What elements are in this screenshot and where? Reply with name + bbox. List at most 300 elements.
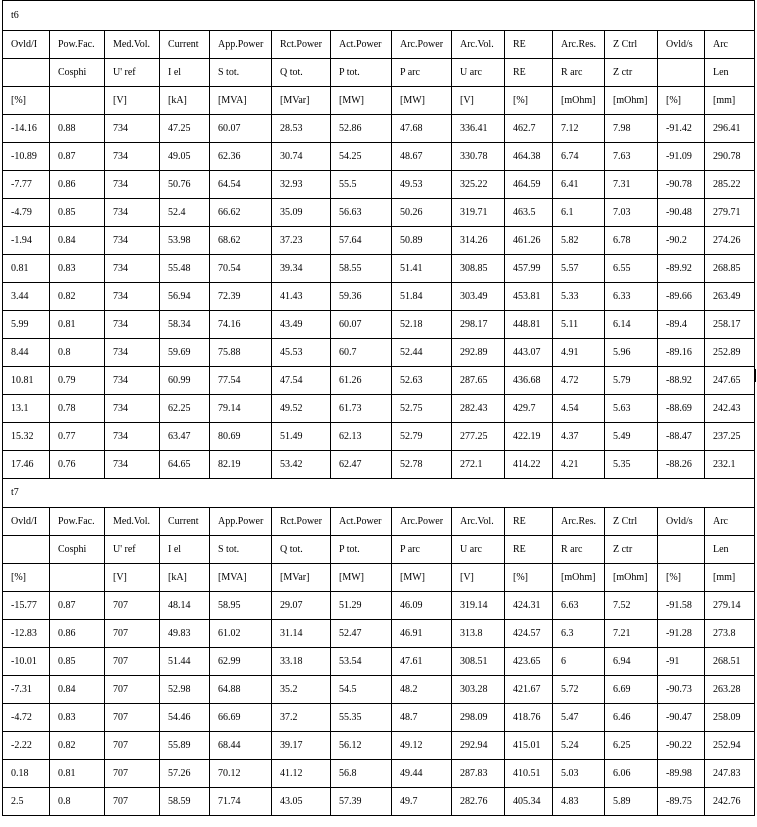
table-cell: 298.09 <box>452 704 505 732</box>
table-cell: 296.41 <box>705 115 755 143</box>
table-cell: 5.63 <box>605 395 658 423</box>
table-cell: 5.89 <box>605 788 658 816</box>
column-header: P arc <box>392 536 452 564</box>
table-row <box>3 760 755 788</box>
table-cell: 57.64 <box>331 227 392 255</box>
table-cell: 0.76 <box>50 451 105 479</box>
table-cell: 464.59 <box>505 171 553 199</box>
column-header: Med.Vol. <box>105 31 160 59</box>
table-cell: 33.18 <box>272 648 331 676</box>
table-cell: 52.18 <box>392 311 452 339</box>
table-cell: 55.89 <box>160 732 210 760</box>
table-cell: 734 <box>105 339 160 367</box>
table-cell: 6 <box>553 648 605 676</box>
table-cell: 6.1 <box>553 199 605 227</box>
table-cell: 414.22 <box>505 451 553 479</box>
table-cell: 0.78 <box>50 395 105 423</box>
table-cell: 53.54 <box>331 648 392 676</box>
table-cell: 325.22 <box>452 171 505 199</box>
table-cell: -90.78 <box>658 171 705 199</box>
table-cell: 0.83 <box>50 255 105 283</box>
table-cell: 47.61 <box>392 648 452 676</box>
table-cell: 13.1 <box>3 395 50 423</box>
table-cell: 4.21 <box>553 451 605 479</box>
table-cell: 71.74 <box>210 788 272 816</box>
table-row <box>3 451 755 479</box>
column-header: [MW] <box>392 87 452 115</box>
table-cell: 405.34 <box>505 788 553 816</box>
table-cell: -89.98 <box>658 760 705 788</box>
table-cell: 47.68 <box>392 115 452 143</box>
table-cell: 3.44 <box>3 283 50 311</box>
column-header: [V] <box>105 87 160 115</box>
column-header: P arc <box>392 59 452 87</box>
table-cell: 292.89 <box>452 339 505 367</box>
table-cell: 57.39 <box>331 788 392 816</box>
column-header: [kA] <box>160 87 210 115</box>
table-cell: 0.84 <box>50 676 105 704</box>
table-cell: 35.2 <box>272 676 331 704</box>
table-cell: 52.75 <box>392 395 452 423</box>
table-cell: 7.03 <box>605 199 658 227</box>
table-cell: 453.81 <box>505 283 553 311</box>
column-header: Z ctr <box>605 59 658 87</box>
table-cell: 52.86 <box>331 115 392 143</box>
table-cell: 287.83 <box>452 760 505 788</box>
table-cell: 6.63 <box>553 592 605 620</box>
table-cell: 734 <box>105 255 160 283</box>
table-cell: 35.09 <box>272 199 331 227</box>
table-cell: 252.89 <box>705 339 755 367</box>
column-header: Current <box>160 508 210 536</box>
table-cell: 0.86 <box>50 171 105 199</box>
table-cell: 298.17 <box>452 311 505 339</box>
table-cell: 457.99 <box>505 255 553 283</box>
table-cell: 32.93 <box>272 171 331 199</box>
table-cell: 39.17 <box>272 732 331 760</box>
column-header: I el <box>160 536 210 564</box>
column-header: [kA] <box>160 564 210 592</box>
table-cell: -89.66 <box>658 283 705 311</box>
table-cell: 60.07 <box>210 115 272 143</box>
table-cell: 41.43 <box>272 283 331 311</box>
column-header: Ovld/s <box>658 31 705 59</box>
column-header: App.Power <box>210 31 272 59</box>
column-header: [%] <box>505 87 553 115</box>
column-header: [%] <box>658 564 705 592</box>
table-cell: -88.26 <box>658 451 705 479</box>
header-row <box>3 87 755 115</box>
column-header: [MW] <box>331 87 392 115</box>
table-cell: 4.91 <box>553 339 605 367</box>
table-cell: 37.23 <box>272 227 331 255</box>
column-header: [MVA] <box>210 87 272 115</box>
table-row <box>3 199 755 227</box>
table-cell: 279.14 <box>705 592 755 620</box>
table-cell: 68.62 <box>210 227 272 255</box>
table-row <box>3 255 755 283</box>
column-header: Arc.Vol. <box>452 31 505 59</box>
table-cell: 62.36 <box>210 143 272 171</box>
table-cell: 49.05 <box>160 143 210 171</box>
table-cell: 237.25 <box>705 423 755 451</box>
table-cell: 424.31 <box>505 592 553 620</box>
table-row <box>3 227 755 255</box>
table-cell: 4.83 <box>553 788 605 816</box>
table-row <box>3 171 755 199</box>
table-cell: 308.51 <box>452 648 505 676</box>
column-header: Ovld/I <box>3 31 50 59</box>
table-cell: 64.88 <box>210 676 272 704</box>
column-header: I el <box>160 59 210 87</box>
table-cell: 54.25 <box>331 143 392 171</box>
column-header: [MW] <box>392 564 452 592</box>
column-header: S tot. <box>210 59 272 87</box>
table-cell: 62.99 <box>210 648 272 676</box>
table-cell: 6.3 <box>553 620 605 648</box>
section-title-row <box>3 479 755 508</box>
table-row <box>3 620 755 648</box>
table-cell: 43.49 <box>272 311 331 339</box>
table-cell: 31.14 <box>272 620 331 648</box>
column-header: P tot. <box>331 536 392 564</box>
table-cell: 0.88 <box>50 115 105 143</box>
table-cell: 462.7 <box>505 115 553 143</box>
column-header: Ovld/I <box>3 508 50 536</box>
table-cell: -4.79 <box>3 199 50 227</box>
table-cell: 46.91 <box>392 620 452 648</box>
table-row <box>3 395 755 423</box>
table-cell: 5.03 <box>553 760 605 788</box>
table-cell: 6.25 <box>605 732 658 760</box>
section-title: t7 <box>3 479 755 508</box>
column-header: Current <box>160 31 210 59</box>
table-cell: 56.63 <box>331 199 392 227</box>
table-cell: 41.12 <box>272 760 331 788</box>
table-cell: 308.85 <box>452 255 505 283</box>
table-cell: 436.68 <box>505 367 553 395</box>
table-cell: 0.87 <box>50 143 105 171</box>
column-header <box>658 536 705 564</box>
table-cell: -91.09 <box>658 143 705 171</box>
table-cell: 62.47 <box>331 451 392 479</box>
table-cell: 17.46 <box>3 451 50 479</box>
table-cell: 7.31 <box>605 171 658 199</box>
table-cell: 56.12 <box>331 732 392 760</box>
table-cell: 68.44 <box>210 732 272 760</box>
table-cell: 51.44 <box>160 648 210 676</box>
table-cell: 60.99 <box>160 367 210 395</box>
table-cell: 39.34 <box>272 255 331 283</box>
column-header: [mm] <box>705 87 755 115</box>
table-cell: 0.81 <box>50 311 105 339</box>
column-header: Q tot. <box>272 536 331 564</box>
table-cell: 242.76 <box>705 788 755 816</box>
table-row <box>3 676 755 704</box>
column-header: Arc <box>705 508 755 536</box>
table-cell: 6.78 <box>605 227 658 255</box>
table-cell: 49.12 <box>392 732 452 760</box>
table-cell: 10.81 <box>3 367 50 395</box>
table-cell: -90.22 <box>658 732 705 760</box>
table-cell: 58.95 <box>210 592 272 620</box>
table-cell: 53.98 <box>160 227 210 255</box>
table-cell: -88.92 <box>658 367 705 395</box>
column-header: Rct.Power <box>272 508 331 536</box>
table-cell: 62.13 <box>331 423 392 451</box>
table-cell: -88.69 <box>658 395 705 423</box>
column-header: Cosphi <box>50 59 105 87</box>
table-cell: 7.98 <box>605 115 658 143</box>
column-header: R arc <box>553 536 605 564</box>
table-cell: 463.5 <box>505 199 553 227</box>
table-cell: 448.81 <box>505 311 553 339</box>
table-row <box>3 704 755 732</box>
table-cell: -10.89 <box>3 143 50 171</box>
table-cell: 53.42 <box>272 451 331 479</box>
table-cell: -14.16 <box>3 115 50 143</box>
table-cell: 75.88 <box>210 339 272 367</box>
column-header: Arc <box>705 31 755 59</box>
column-header <box>50 564 105 592</box>
table-cell: 58.55 <box>331 255 392 283</box>
table-cell: 51.49 <box>272 423 331 451</box>
table-row <box>3 143 755 171</box>
table-cell: 47.54 <box>272 367 331 395</box>
table-cell: 52.4 <box>160 199 210 227</box>
table-cell: 734 <box>105 171 160 199</box>
table-cell: 5.79 <box>605 367 658 395</box>
table-cell: -90.2 <box>658 227 705 255</box>
table-cell: 5.24 <box>553 732 605 760</box>
table-cell: 707 <box>105 788 160 816</box>
table-cell: 734 <box>105 367 160 395</box>
table-cell: 6.69 <box>605 676 658 704</box>
column-header: Len <box>705 59 755 87</box>
table-cell: 4.72 <box>553 367 605 395</box>
table-row <box>3 423 755 451</box>
table-row <box>3 339 755 367</box>
table-cell: 734 <box>105 227 160 255</box>
table-cell: 59.36 <box>331 283 392 311</box>
table-cell: 707 <box>105 676 160 704</box>
column-header: RE <box>505 59 553 87</box>
table-cell: 62.25 <box>160 395 210 423</box>
table-cell: -91.28 <box>658 620 705 648</box>
table-cell: 282.43 <box>452 395 505 423</box>
table-cell: 0.83 <box>50 704 105 732</box>
table-cell: 6.33 <box>605 283 658 311</box>
table-cell: 54.46 <box>160 704 210 732</box>
table-cell: 63.47 <box>160 423 210 451</box>
data-table <box>2 0 755 816</box>
table-cell: 734 <box>105 283 160 311</box>
table-cell: -12.83 <box>3 620 50 648</box>
column-header: P tot. <box>331 59 392 87</box>
table-cell: 66.62 <box>210 199 272 227</box>
table-cell: 0.86 <box>50 620 105 648</box>
table-cell: 263.28 <box>705 676 755 704</box>
table-cell: 50.26 <box>392 199 452 227</box>
table-cell: -91.58 <box>658 592 705 620</box>
column-header: Z ctr <box>605 536 658 564</box>
column-header: Arc.Res. <box>553 31 605 59</box>
table-cell: 7.63 <box>605 143 658 171</box>
table-cell: 242.43 <box>705 395 755 423</box>
table-cell: 247.83 <box>705 760 755 788</box>
table-cell: 58.34 <box>160 311 210 339</box>
table-cell: 252.94 <box>705 732 755 760</box>
header-row <box>3 536 755 564</box>
table-cell: 0.82 <box>50 732 105 760</box>
table-cell: 707 <box>105 760 160 788</box>
column-header: Arc.Power <box>392 31 452 59</box>
header-row <box>3 564 755 592</box>
table-cell: 52.78 <box>392 451 452 479</box>
table-cell: 4.37 <box>553 423 605 451</box>
table-cell: 55.48 <box>160 255 210 283</box>
table-cell: 5.33 <box>553 283 605 311</box>
table-cell: 56.8 <box>331 760 392 788</box>
table-cell: 319.14 <box>452 592 505 620</box>
table-cell: 46.09 <box>392 592 452 620</box>
table-cell: -91.42 <box>658 115 705 143</box>
table-cell: 72.39 <box>210 283 272 311</box>
table-cell: 49.52 <box>272 395 331 423</box>
table-cell: -89.16 <box>658 339 705 367</box>
column-header <box>658 59 705 87</box>
column-header: Q tot. <box>272 59 331 87</box>
table-cell: 0.81 <box>50 760 105 788</box>
column-header: [mOhm] <box>605 564 658 592</box>
table-cell: 5.49 <box>605 423 658 451</box>
table-cell: 5.82 <box>553 227 605 255</box>
table-cell: 429.7 <box>505 395 553 423</box>
table-cell: 464.38 <box>505 143 553 171</box>
table-cell: 6.46 <box>605 704 658 732</box>
column-header: [MW] <box>331 564 392 592</box>
column-header <box>3 536 50 564</box>
table-cell: 258.09 <box>705 704 755 732</box>
table-row <box>3 311 755 339</box>
table-cell: 82.19 <box>210 451 272 479</box>
table-cell: 0.18 <box>3 760 50 788</box>
table-row <box>3 283 755 311</box>
column-header: [MVar] <box>272 564 331 592</box>
table-cell: 80.69 <box>210 423 272 451</box>
table-cell: 418.76 <box>505 704 553 732</box>
table-cell: 707 <box>105 620 160 648</box>
table-cell: 313.8 <box>452 620 505 648</box>
table-cell: 55.35 <box>331 704 392 732</box>
table-cell: 707 <box>105 704 160 732</box>
table-cell: -1.94 <box>3 227 50 255</box>
table-cell: 282.76 <box>452 788 505 816</box>
column-header: Act.Power <box>331 31 392 59</box>
table-cell: 410.51 <box>505 760 553 788</box>
table-cell: 48.67 <box>392 143 452 171</box>
table-row <box>3 592 755 620</box>
table-cell: 734 <box>105 143 160 171</box>
table-cell: 5.57 <box>553 255 605 283</box>
table-cell: 303.49 <box>452 283 505 311</box>
table-cell: 336.41 <box>452 115 505 143</box>
table-cell: 49.53 <box>392 171 452 199</box>
column-header: [mOhm] <box>553 87 605 115</box>
table-cell: 285.22 <box>705 171 755 199</box>
table-cell: 49.7 <box>392 788 452 816</box>
table-cell: 5.96 <box>605 339 658 367</box>
table-cell: 47.25 <box>160 115 210 143</box>
column-header: [MVA] <box>210 564 272 592</box>
table-cell: 29.07 <box>272 592 331 620</box>
table-row <box>3 788 755 816</box>
column-header: [MVar] <box>272 87 331 115</box>
table-cell: 0.87 <box>50 592 105 620</box>
table-cell: 707 <box>105 648 160 676</box>
column-header: [%] <box>658 87 705 115</box>
table-cell: 263.49 <box>705 283 755 311</box>
column-header: [V] <box>452 87 505 115</box>
table-cell: 268.51 <box>705 648 755 676</box>
column-header: Med.Vol. <box>105 508 160 536</box>
table-cell: 443.07 <box>505 339 553 367</box>
table-cell: 5.11 <box>553 311 605 339</box>
table-cell: 56.94 <box>160 283 210 311</box>
table-cell: 79.14 <box>210 395 272 423</box>
column-header: Pow.Fac. <box>50 508 105 536</box>
table-cell: 734 <box>105 423 160 451</box>
table-cell: 52.98 <box>160 676 210 704</box>
table-cell: 6.55 <box>605 255 658 283</box>
table-cell: 247.65 <box>705 367 755 395</box>
column-header: [%] <box>505 564 553 592</box>
header-row <box>3 59 755 87</box>
table-cell: 6.06 <box>605 760 658 788</box>
table-cell: 5.35 <box>605 451 658 479</box>
column-header: [%] <box>3 564 50 592</box>
table-cell: -88.47 <box>658 423 705 451</box>
table-cell: 232.1 <box>705 451 755 479</box>
table-cell: 52.44 <box>392 339 452 367</box>
column-header <box>50 87 105 115</box>
table-cell: 49.44 <box>392 760 452 788</box>
table-cell: 60.07 <box>331 311 392 339</box>
table-cell: 0.85 <box>50 648 105 676</box>
table-cell: 279.71 <box>705 199 755 227</box>
table-cell: 54.5 <box>331 676 392 704</box>
table-cell: 51.84 <box>392 283 452 311</box>
table-cell: 28.53 <box>272 115 331 143</box>
table-cell: 57.26 <box>160 760 210 788</box>
table-cell: 734 <box>105 115 160 143</box>
column-header: Arc.Vol. <box>452 508 505 536</box>
table-cell: 66.69 <box>210 704 272 732</box>
table-cell: 51.29 <box>331 592 392 620</box>
table-cell: 287.65 <box>452 367 505 395</box>
table-cell: 6.74 <box>553 143 605 171</box>
table-cell: 77.54 <box>210 367 272 395</box>
column-header: RE <box>505 31 553 59</box>
column-header: [mm] <box>705 564 755 592</box>
column-header: Rct.Power <box>272 31 331 59</box>
column-header: U' ref <box>105 536 160 564</box>
column-header: [mOhm] <box>605 87 658 115</box>
table-cell: -90.47 <box>658 704 705 732</box>
table-cell: 734 <box>105 199 160 227</box>
document-page <box>2 0 755 816</box>
section-title: t6 <box>3 1 755 31</box>
